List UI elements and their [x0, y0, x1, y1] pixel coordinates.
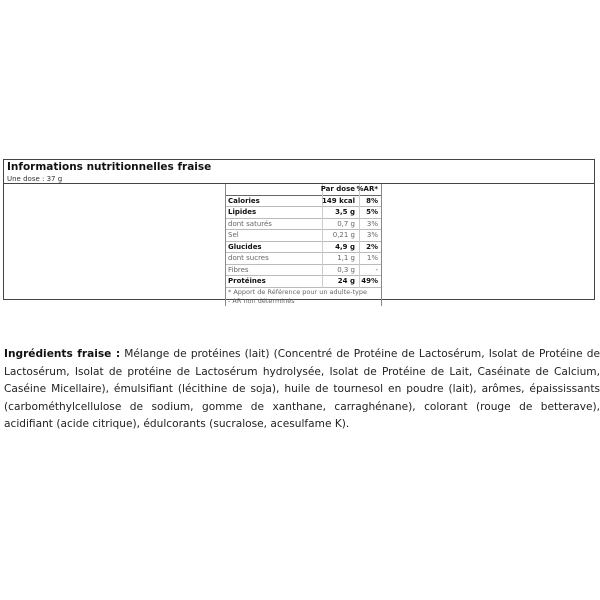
nutrient-percent: -: [375, 265, 378, 274]
nutrient-label: Calories: [228, 196, 260, 205]
nutrient-value: 0,3 g: [337, 265, 355, 274]
header-per-dose: Par dose: [320, 185, 355, 193]
nutrition-row: [226, 196, 381, 208]
nutrition-row: [226, 253, 381, 265]
nutrient-label: Fibres: [228, 265, 249, 274]
nutrition-row: [226, 242, 381, 254]
nutrient-value: 0,21 g: [332, 231, 355, 239]
nutrition-row: [226, 265, 381, 277]
nutrient-value: 24 g: [337, 277, 355, 285]
footnote-ar: * Apport de Référence pour un adulte-type: [228, 287, 367, 296]
nutrient-percent: 2%: [366, 242, 378, 251]
nutrition-row: [226, 230, 381, 242]
footnote-undetermined: - AR non déterminés: [228, 296, 295, 305]
nutrient-label: dont sucres: [228, 254, 269, 262]
nutrient-label: Lipides: [228, 208, 257, 216]
nutrient-percent: 49%: [361, 277, 378, 285]
nutrient-label: Protéines: [228, 277, 266, 285]
nutrition-rows: [226, 196, 381, 288]
table-header: [226, 184, 381, 196]
nutrient-percent: 5%: [366, 208, 378, 216]
nutrient-percent: 8%: [366, 196, 378, 205]
nutrition-table: [225, 184, 382, 306]
nutrient-percent: 3%: [366, 231, 378, 239]
nutrition-panel: [3, 159, 595, 305]
nutrition-row: [226, 276, 381, 288]
nutrient-label: Sel: [228, 231, 239, 239]
nutrient-value: 4,9 g: [335, 242, 355, 251]
ingredients-text: Mélange de protéines (lait) (Concentré de Protéine de Lactosérum, Isolat de Protéine de Lactosérum, Isolat de protéine de Lactosérum hydrolysée, Isolat de Protéine de Lait, Caséinate de Calcium, Caséine Micellaire), émulsifiant (lécithine de soja), huile de tournesol en poudre (lait), arômes, épaississants (carbométhylcellulose de sodium, gomme de xanthane, carraghénane), colorant (rouge de betterave), acidifiant (acide citrique), édulcorants (sucralose, acesulfame K).: [4, 348, 600, 430]
nutrient-label: Glucides: [228, 242, 262, 251]
serving-size: Une dose : 37 g: [7, 175, 63, 183]
nutrient-value: 1,1 g: [337, 254, 355, 262]
nutrition-title: Informations nutritionnelles fraise: [7, 161, 212, 173]
nutrition-row: [226, 207, 381, 219]
ingredients-paragraph: [4, 346, 600, 434]
header-ar: %AR*: [356, 185, 378, 193]
nutrient-percent: 3%: [366, 219, 378, 228]
nutrient-percent: 1%: [366, 254, 378, 262]
nutrition-row: [226, 219, 381, 231]
ingredients-label: Ingrédients fraise :: [4, 348, 121, 360]
nutrient-value: 149 kcal: [322, 196, 355, 205]
nutrient-value: 0,7 g: [337, 219, 355, 228]
nutrient-label: dont saturés: [228, 219, 272, 228]
nutrient-value: 3,5 g: [335, 208, 355, 216]
